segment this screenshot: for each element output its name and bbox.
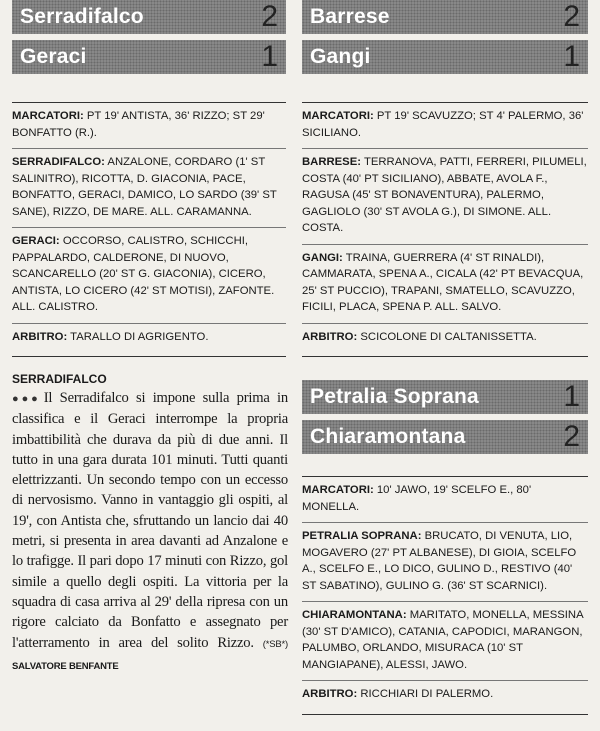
- scorers: [302, 476, 588, 522]
- scorers-text: PT 19' ANTISTA, 36' RIZZO; ST 29' BONFATTO (R.).: [12, 110, 265, 139]
- scorers-text: 10' JAWO, 19' SCELFO E., 80' MONELLA.: [302, 484, 532, 513]
- scorers-label: MARCATORI:: [12, 110, 84, 122]
- home-lineup: [302, 522, 588, 601]
- away-lineup-label: CHIARAMONTANA:: [302, 609, 407, 621]
- away-team-score: 1: [563, 40, 580, 73]
- byline-code: (*SB*): [262, 638, 288, 650]
- away-team-bar: [302, 420, 588, 454]
- home-team-bar: [302, 380, 588, 414]
- article-text: Il Serradifalco si impone sulla prima in classifica e il Geraci interrompe la propria imbattibilità che durava da più di due anni. Il tutto in una gara durata 101 minuti. Tutti quanti elettrizzanti. Un secondo tempo con un eccesso di nervosismo. Vanno in vantaggio gli ospiti, al 19', con Antista che, sfruttando un lancio dai 40 metri, si presenta in area davanti ad Anzalone e lo trafigge. Il pari dopo 17 minuti con Rizzo, gol simile a quello degli ospiti. La vittoria per la squadra di casa arriva al 29' della ripresa con un rigore calciato da Bonfatto e assegnato per l'atterramento in area del solito Rizzo.: [12, 390, 288, 651]
- divider: [12, 356, 286, 357]
- referee-label: ARBITRO:: [302, 330, 358, 343]
- scorers-label: MARCATORI:: [302, 110, 374, 122]
- away-team-name: Gangi: [310, 45, 371, 68]
- away-lineup-text: TRAINA, GUERRERA (4' ST RINALDI), CAMMARATA, SPENA A., CICALA (42' PT BEVACQUA, 25' ST PUCCIO), TRAPANI, SMATELLO, SCAVUZZO, FICILI, PLACA, SPENA P. ALL. SALVO.: [302, 251, 584, 313]
- scorers-label: MARCATORI:: [302, 484, 374, 496]
- divider: [302, 714, 588, 715]
- away-team-bar: [302, 40, 588, 74]
- referee-text: RICCHIARI DI PALERMO.: [360, 688, 494, 700]
- home-lineup-text: TERRANOVA, PATTI, FERRERI, PILUMELI, COSTA (40' PT SICILIANO), ABBATE, AVOLA F., RAGUSA (45' ST BONAVENTURA), PALERMO, GAGLIOLO (30' ST AVOLA G.), DI SIMONE. ALL. COSTA.: [302, 156, 587, 234]
- home-team-bar: [302, 0, 588, 34]
- scorers: [12, 102, 286, 148]
- home-team-name: Serradifalco: [20, 5, 144, 28]
- home-lineup-text: ANZALONE, CORDARO (1' ST SALINITRO), RICOTTA, D. GIACONIA, PACE, BONFATTO, GERACI, DAMICO, LO SARDO (39' ST SANE), RIZZO, DE MARE. ALL. CARAMANNA.: [12, 156, 277, 218]
- home-lineup: [302, 148, 588, 244]
- referee: [12, 323, 286, 353]
- byline-author: SALVATORE BENFANTE: [12, 660, 119, 672]
- referee-label: ARBITRO:: [302, 688, 358, 700]
- article-body: [12, 388, 288, 677]
- referee-label: ARBITRO:: [12, 330, 68, 343]
- home-team-bar: [12, 0, 286, 34]
- away-lineup-text: OCCORSO, CALISTRO, SCHICCHI, PAPPALARDO, CALDERONE, DI NUOVO, SCANCARELLO (20' ST G. GIACONIA), CICERO, ANTISTA, LO CICERO (42' ST MOTISI), ZAFONTE. ALL. CALISTRO.: [12, 235, 275, 313]
- bullet-dots-icon: ●●●: [12, 393, 41, 405]
- home-lineup: [12, 148, 286, 227]
- referee: [302, 323, 588, 353]
- home-team-name: Petralia Soprana: [310, 385, 479, 408]
- home-team-name: Barrese: [310, 5, 390, 28]
- referee-text: TARALLO DI AGRIGENTO.: [70, 330, 209, 343]
- away-team-name: Geraci: [20, 45, 87, 68]
- home-lineup-label: BARRESE:: [302, 156, 361, 168]
- article-kicker: SERRADIFALCO: [12, 372, 107, 386]
- home-lineup-label: SERRADIFALCO:: [12, 156, 105, 168]
- referee: [302, 680, 588, 710]
- home-team-score: 1: [563, 380, 580, 413]
- home-team-score: 2: [261, 0, 278, 33]
- away-lineup: [12, 227, 286, 323]
- home-lineup-text: BRUCATO, DI VENUTA, LIO, MOGAVERO (27' PT ALBANESE), DI GIOIA, SCELFO A., SCELFO E., LO DICO, GULINO D., RESTIVO (40' ST SABATINO), GULINO G. (36' ST SCARNICI).: [302, 530, 577, 592]
- away-team-score: 2: [563, 420, 580, 453]
- away-team-bar: [12, 40, 286, 74]
- match-barrese-gangi: [302, 0, 588, 357]
- home-team-score: 2: [563, 0, 580, 33]
- away-lineup: [302, 601, 588, 680]
- scorers-text: PT 19' SCAVUZZO; ST 4' PALERMO, 36' SICILIANO.: [302, 110, 584, 139]
- referee-text: SCICOLONE DI CALTANISSETTA.: [360, 330, 537, 343]
- away-team-name: Chiaramontana: [310, 425, 466, 448]
- match-serradifalco-geraci: [12, 0, 286, 357]
- away-lineup-label: GANGI:: [302, 251, 343, 264]
- away-lineup: [302, 244, 588, 323]
- scorers: [302, 102, 588, 148]
- away-team-score: 1: [261, 40, 278, 73]
- away-lineup-label: GERACI:: [12, 235, 60, 247]
- home-lineup-label: PETRALIA SOPRANA:: [302, 530, 422, 542]
- match-petralia-chiaramontana: [302, 380, 588, 715]
- divider: [302, 356, 588, 357]
- away-lineup-text: MARITATO, MONELLA, MESSINA (30' ST D'AMICO), CATANIA, CAPODICI, MARANGON, PALUMBO, ORLANDO, MISURACA (10' ST MANGIAPANE), ALESSI, JAWO.: [302, 609, 583, 671]
- match-report-article: [12, 372, 288, 677]
